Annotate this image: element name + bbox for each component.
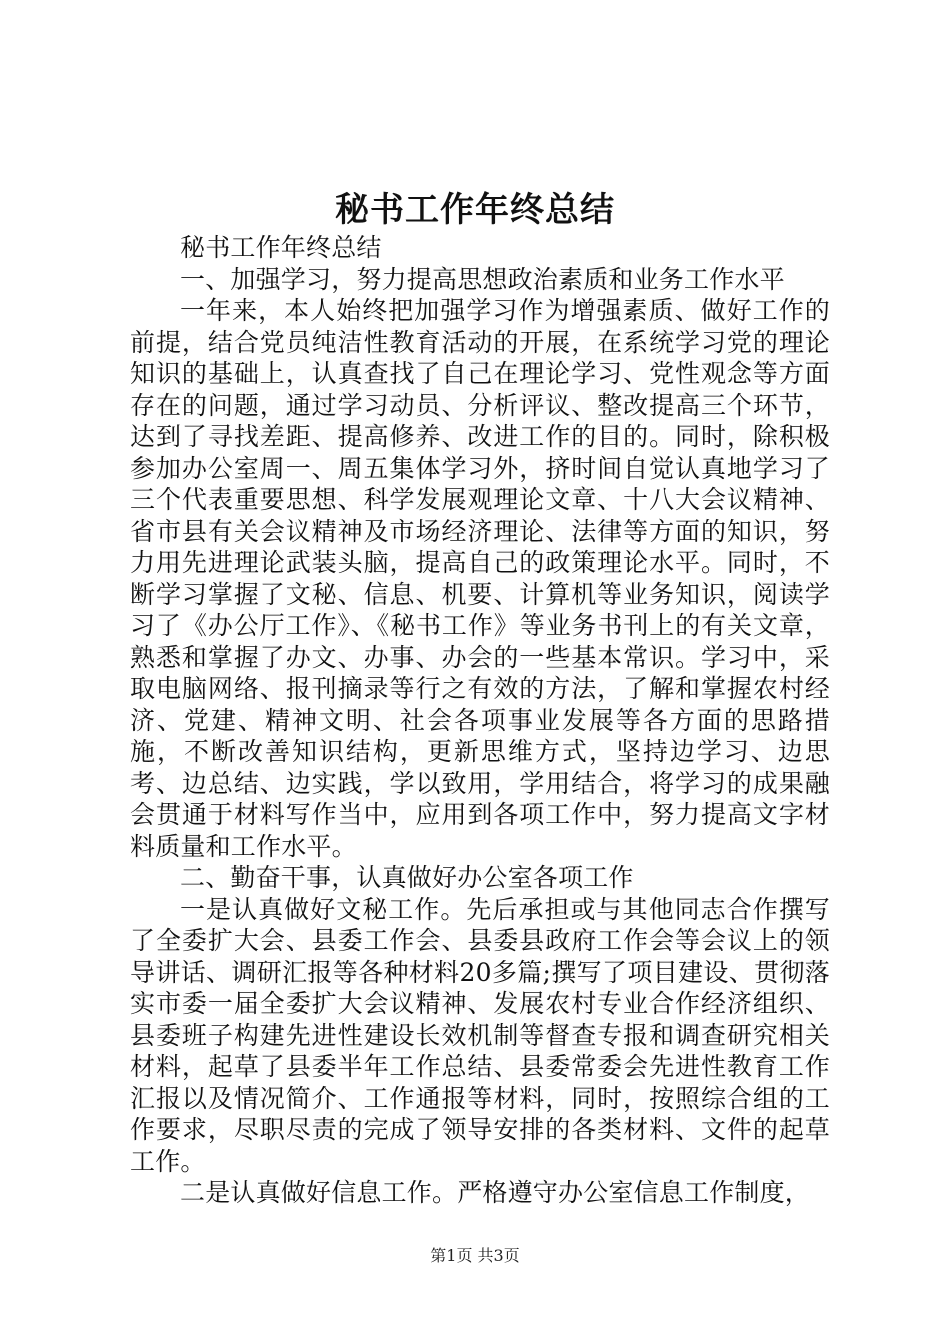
- document-body: [130, 232, 830, 1209]
- page-footer: 第1页 共3页: [430, 1246, 520, 1265]
- paragraph-subtitle: 秘书工作年终总结: [180, 233, 382, 262]
- paragraph-study: 一年来，本人始终把加强学习作为增强素质、做好工作的前提，结合党员纯洁性教育活动的开展，在系统学习党的理论知识的基础上，认真查找了自己在理论学习、党性观念等方面存在的问题，通过学习动员、分析评议、整改提高三个环节，达到了寻找差距、提高修养、改进工作的目的。同时，除积极参加办公室周一、周五集体学习外，挤时间自觉认真地学习了三个代表重要思想、科学发展观理论文章、十八大会议精神、省市县有关会议精神及市场经济理论、法律等方面的知识，努力用先进理论武装头脑，提高自己的政策理论水平。同时，不断学习掌握了文秘、信息、机要、计算机等业务知识，阅读学习了《办公厅工作》、《秘书工作》等业务书刊上的有关文章，熟悉和掌握了办文、办事、办会的一些基本常识。学习中，采取电脑网络、报刊摘录等行之有效的方法，了解和掌握农村经济、党建、精神文明、社会各项事业发展等各方面的思路措施，不断改善知识结构，更新思维方式，坚持边学习、边思考、边总结、边实践，学以致用，学用结合，将学习的成果融会贯通于材料写作当中，应用到各项工作中，努力提高文字材料质量和工作水平。: [130, 296, 830, 861]
- document-title: 秘书工作年终总结: [335, 190, 615, 230]
- paragraph-heading-1: 一、加强学习，努力提高思想政治素质和业务工作水平: [180, 264, 785, 294]
- paragraph-heading-2: 二、勤奋干事，认真做好办公室各项工作: [180, 863, 634, 892]
- paragraph-secretarial-work: 一是认真做好文秘工作。先后承担或与其他同志合作撰写了全委扩大会、县委工作会、县委县政府工作会等会议上的领导讲话、调研汇报等各种材料20多篇;撰写了项目建设、贯彻落实市委一届全委扩大会议精神、发展农村专业合作经济组织、县委班子构建先进性建设长效机制等督查专报和调查研究相关材料，起草了县委半年工作总结、县委常委会先进性教育工作汇报以及情况简介、工作通报等材料，同时，按照综合组的工作要求，尽职尽责的完成了领导安排的各类材料、文件的起草工作。: [130, 894, 830, 1176]
- paragraph-information-work: 二是认真做好信息工作。严格遵守办公室信息工作制度，: [180, 1178, 811, 1207]
